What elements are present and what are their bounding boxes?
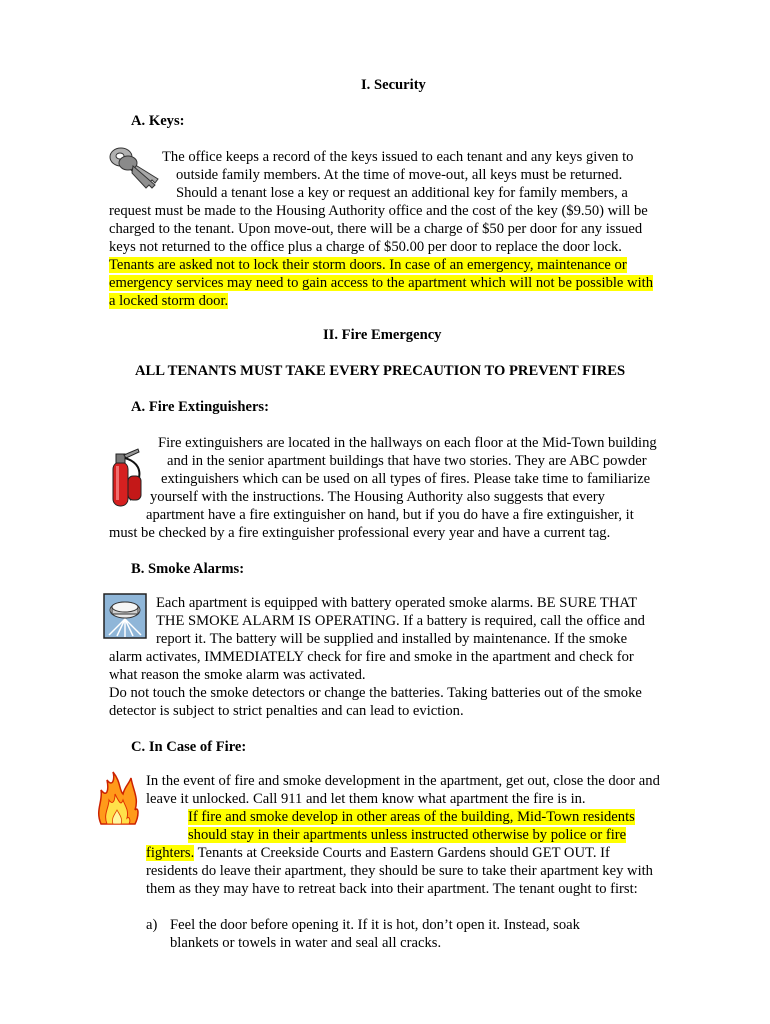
case-line-3-rest: Tenants at Creekside Courts and Eastern Gardens should GET OUT. If	[194, 845, 610, 861]
keys-line-3: Should a tenant lose a key or request an additional key for family members, a	[176, 185, 628, 201]
extinguishers-line-5: apartment have a fire extinguisher on hand, but if you do have a fire extinguisher, it	[146, 507, 634, 523]
smoke-line-5: what reason the smoke alarm was activated.	[109, 667, 366, 683]
keys-line-6: keys not returned to the office plus a charge of $50.00 per door to replace the door lock.	[109, 239, 622, 255]
flames-icon	[95, 770, 141, 826]
case-highlight-1	[188, 808, 635, 826]
extinguishers-line-1: Fire extinguishers are located in the hallways on each floor at the Mid-Town building	[158, 435, 657, 451]
step-a-label: a)	[146, 917, 158, 933]
keys-highlight-1	[109, 256, 627, 274]
extinguishers-line-4: yourself with the instructions. The Housing Authority also suggests that every	[150, 489, 605, 505]
smoke-line-4: alarm activates, IMMEDIATELY check for fire and smoke in the apartment and check for	[109, 649, 634, 665]
keys-icon	[108, 145, 162, 191]
subsection-title-extinguishers: A. Fire Extinguishers:	[131, 399, 269, 415]
keys-highlight-3	[109, 292, 228, 310]
keys-line-4: request must be made to the Housing Authority office and the cost of the key ($9.50) will be	[109, 203, 648, 219]
step-a-line-1: Feel the door before opening it. If it is hot, don’t open it. Instead, soak	[170, 917, 580, 933]
extinguishers-line-6: must be checked by a fire extinguisher professional every year and have a current tag.	[109, 525, 611, 541]
case-line-4: residents do leave their apartment, they should be sure to take their apartment key with	[146, 863, 653, 879]
smoke-line-6: Do not touch the smoke detectors or change the batteries. Taking batteries out of the smoke	[109, 685, 642, 701]
extinguishers-line-2: and in the senior apartment buildings that have two stories. They are ABC powder	[167, 453, 647, 469]
case-line-1: In the event of fire and smoke development in the apartment, get out, close the door and	[146, 773, 660, 789]
highlighted-text: should stay in their apartments unless instructed otherwise by police or fire	[188, 827, 627, 843]
smoke-line-3: report it. The battery will be supplied and installed by maintenance. If the smoke	[156, 631, 628, 647]
subsection-title-smoke-alarms: B. Smoke Alarms:	[131, 561, 245, 577]
case-highlight-2	[188, 826, 626, 844]
highlighted-text: fighters.	[146, 845, 195, 861]
highlighted-text: a locked storm door.	[109, 293, 229, 309]
keys-line-5: charged to the tenant. Upon move-out, there will be a charge of $50 per door for any issued	[109, 221, 643, 237]
keys-line-1: The office keeps a record of the keys issued to each tenant and any keys given to	[162, 149, 634, 165]
case-line-3	[146, 844, 610, 862]
section-title-security: I. Security	[361, 77, 426, 93]
extinguishers-line-3: extinguishers which can be used on all types of fires. Please take time to familiarize	[161, 471, 651, 487]
subsection-title-in-case-of-fire: C. In Case of Fire:	[131, 739, 247, 755]
section-title-fire: II. Fire Emergency	[323, 327, 442, 343]
highlighted-text: Tenants are asked not to lock their storm doors. In case of an emergency, maintenance or	[109, 257, 627, 273]
keys-line-2: outside family members. At the time of move-out, all keys must be returned.	[176, 167, 623, 183]
case-line-2: leave it unlocked. Call 911 and let them know what apartment the fire is in.	[146, 791, 586, 807]
subsection-title-keys: A. Keys:	[131, 113, 185, 129]
fire-warning: ALL TENANTS MUST TAKE EVERY PRECAUTION TO PREVENT FIRES	[135, 363, 626, 379]
case-line-5: them as they may have to retreat back into their apartment. The tenant ought to first:	[146, 881, 638, 897]
smoke-alarm-icon	[103, 593, 147, 639]
smoke-line-1: Each apartment is equipped with battery operated smoke alarms. BE SURE THAT	[156, 595, 638, 611]
highlighted-text: If fire and smoke develop in other areas of the building, Mid-Town residents	[188, 809, 635, 825]
step-a-line-2: blankets or towels in water and seal all cracks.	[170, 935, 442, 951]
highlighted-text: emergency services may need to gain access to the apartment which will not be possible with	[109, 275, 653, 291]
smoke-line-7: detector is subject to strict penalties and can lead to eviction.	[109, 703, 464, 719]
smoke-line-2: THE SMOKE ALARM IS OPERATING. If a battery is required, call the office and	[156, 613, 645, 629]
keys-highlight-2	[109, 274, 653, 292]
fire-extinguisher-icon	[104, 446, 148, 510]
